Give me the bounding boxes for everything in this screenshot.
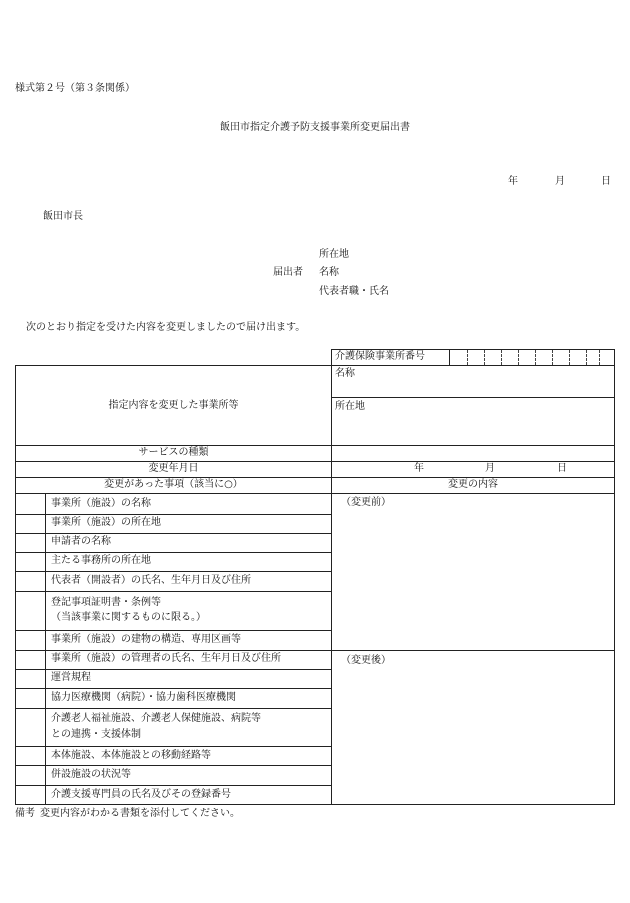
service-type-label: サービスの種類 <box>138 447 209 458</box>
item-manager: 事業所（施設）の管理者の氏名、生年月日及び住所 <box>51 653 281 664</box>
date-month: 月 <box>555 176 565 187</box>
document-title: 飯田市指定介護予防支援事業所変更届出書 <box>220 122 410 133</box>
applicant-role: 届出者 <box>273 267 303 278</box>
item-registry-note: （当該事業に関するものに限る。） <box>51 612 206 623</box>
intro-text: 次のとおり指定を受けた内容を変更しましたので届け出ます。 <box>26 322 306 333</box>
after-label: （変更後） <box>341 655 391 666</box>
item-office-name: 事業所（施設）の名称 <box>51 498 151 509</box>
item-office-address: 事業所（施設）の所在地 <box>51 517 161 528</box>
form-number: 様式第２号（第３条関係） <box>15 83 135 94</box>
change-date-label: 変更年月日 <box>148 463 199 474</box>
content-header: 変更の内容 <box>448 479 498 490</box>
applicant-name-label: 名称 <box>319 267 339 278</box>
remarks-label: 備考 <box>15 808 35 819</box>
item-main-office-address: 主たる事務所の所在地 <box>51 555 151 566</box>
change-date-year: 年 <box>414 463 424 474</box>
item-main-facility: 本体施設、本体施設との移動経路等 <box>51 750 211 761</box>
item-annex-facility: 併設施設の状況等 <box>51 769 131 780</box>
insurer-number-label: 介護保険事業所番号 <box>335 351 425 362</box>
items-header: 変更があった事項（該当に○） <box>104 479 243 490</box>
date-year: 年 <box>508 176 518 187</box>
office-address-label: 所在地 <box>335 401 365 412</box>
item-care-manager: 介護支援専門員の氏名及びその登録番号 <box>51 789 231 800</box>
item-registry: 登記事項証明書・条例等 <box>51 597 161 608</box>
item-applicant-name: 申請者の名称 <box>51 536 111 547</box>
item-facility-cooperation: 介護老人福祉施設、介護老人保健施設、病院等 <box>51 713 261 724</box>
item-facility-cooperation-cont: との連携・支援体制 <box>51 729 141 740</box>
office-label: 指定内容を変更した事業所等 <box>108 400 239 411</box>
item-operating-rules: 運営規程 <box>51 672 91 683</box>
applicant-representative-label: 代表者職・氏名 <box>319 286 389 297</box>
change-date-month: 月 <box>485 463 495 474</box>
before-label: （変更前） <box>341 497 391 508</box>
applicant-address-label: 所在地 <box>319 249 349 260</box>
office-name-label: 名称 <box>335 368 355 379</box>
date-day: 日 <box>601 176 611 187</box>
item-building: 事業所（施設）の建物の構造、専用区画等 <box>51 634 241 645</box>
remarks-text: 変更内容がわかる書類を添付してください。 <box>40 808 240 819</box>
change-date-day: 日 <box>557 463 567 474</box>
item-representative: 代表者（開設者）の氏名、生年月日及び住所 <box>51 575 251 586</box>
addressee: 飯田市長 <box>43 211 83 222</box>
item-cooperating-medical: 協力医療機関（病院）・協力歯科医療機関 <box>51 692 236 703</box>
